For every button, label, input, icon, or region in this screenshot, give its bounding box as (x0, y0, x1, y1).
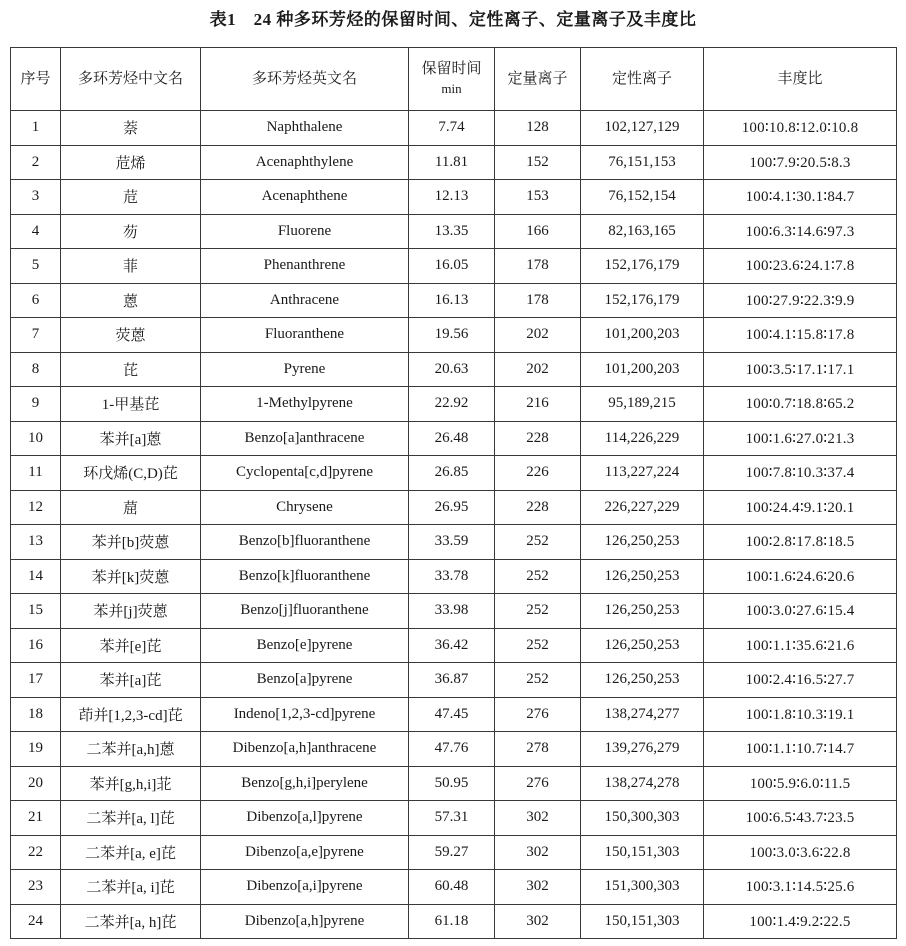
cell-retention-time: 26.95 (409, 490, 495, 525)
header-abundance-ratio: 丰度比 (704, 48, 897, 111)
pah-table (10, 47, 897, 939)
cell-chinese-name: 1-甲基芘 (61, 387, 201, 422)
cell-chinese-name: 环戊烯(C,D)芘 (61, 456, 201, 491)
cell-abundance-ratio: 100∶1.8∶10.3∶19.1 (704, 697, 897, 732)
table-row (11, 490, 897, 525)
cell-qual-ions: 76,151,153 (581, 145, 704, 180)
cell-qual-ions: 102,127,129 (581, 111, 704, 146)
cell-retention-time: 7.74 (409, 111, 495, 146)
table-row (11, 697, 897, 732)
cell-english-name: Benzo[e]pyrene (201, 628, 409, 663)
cell-retention-time: 33.59 (409, 525, 495, 560)
cell-english-name: Benzo[a]anthracene (201, 421, 409, 456)
cell-abundance-ratio: 100∶6.3∶14.6∶97.3 (704, 214, 897, 249)
cell-english-name: Acenaphthylene (201, 145, 409, 180)
cell-abundance-ratio: 100∶10.8∶12.0∶10.8 (704, 111, 897, 146)
cell-retention-time: 47.45 (409, 697, 495, 732)
cell-qual-ions: 126,250,253 (581, 559, 704, 594)
table-row (11, 456, 897, 491)
cell-quant-ion: 252 (495, 594, 581, 629)
cell-abundance-ratio: 100∶7.8∶10.3∶37.4 (704, 456, 897, 491)
cell-quant-ion: 302 (495, 904, 581, 939)
cell-qual-ions: 151,300,303 (581, 870, 704, 905)
cell-english-name: Anthracene (201, 283, 409, 318)
cell-no: 20 (11, 766, 61, 801)
cell-qual-ions: 139,276,279 (581, 732, 704, 767)
cell-no: 4 (11, 214, 61, 249)
cell-abundance-ratio: 100∶1.1∶10.7∶14.7 (704, 732, 897, 767)
cell-abundance-ratio: 100∶1.1∶35.6∶21.6 (704, 628, 897, 663)
cell-qual-ions: 101,200,203 (581, 318, 704, 353)
cell-no: 2 (11, 145, 61, 180)
cell-retention-time: 16.13 (409, 283, 495, 318)
cell-quant-ion: 178 (495, 283, 581, 318)
table-row (11, 525, 897, 560)
cell-quant-ion: 202 (495, 318, 581, 353)
cell-chinese-name: 芴 (61, 214, 201, 249)
header-chinese-name: 多环芳烃中文名 (61, 48, 201, 111)
cell-quant-ion: 202 (495, 352, 581, 387)
header-quant-ion: 定量离子 (495, 48, 581, 111)
cell-retention-time: 33.78 (409, 559, 495, 594)
cell-no: 21 (11, 801, 61, 836)
table-row (11, 870, 897, 905)
cell-abundance-ratio: 100∶3.5∶17.1∶17.1 (704, 352, 897, 387)
table-row (11, 835, 897, 870)
cell-quant-ion: 228 (495, 421, 581, 456)
cell-no: 5 (11, 249, 61, 284)
cell-english-name: Cyclopenta[c,d]pyrene (201, 456, 409, 491)
cell-abundance-ratio: 100∶3.1∶14.5∶25.6 (704, 870, 897, 905)
cell-no: 19 (11, 732, 61, 767)
cell-chinese-name: 苯并[b]荧蒽 (61, 525, 201, 560)
table-row (11, 145, 897, 180)
cell-quant-ion: 153 (495, 180, 581, 215)
cell-quant-ion: 302 (495, 801, 581, 836)
table-row (11, 904, 897, 939)
cell-quant-ion: 302 (495, 870, 581, 905)
cell-quant-ion: 228 (495, 490, 581, 525)
cell-retention-time: 20.63 (409, 352, 495, 387)
cell-english-name: Dibenzo[a,h]pyrene (201, 904, 409, 939)
cell-no: 24 (11, 904, 61, 939)
cell-qual-ions: 114,226,229 (581, 421, 704, 456)
cell-quant-ion: 178 (495, 249, 581, 284)
cell-retention-time: 36.42 (409, 628, 495, 663)
cell-qual-ions: 126,250,253 (581, 594, 704, 629)
header-retention-time-unit: min (441, 81, 462, 96)
cell-no: 1 (11, 111, 61, 146)
table-row (11, 559, 897, 594)
table-body (11, 111, 897, 939)
cell-no: 12 (11, 490, 61, 525)
header-retention-time (409, 48, 495, 111)
cell-abundance-ratio: 100∶4.1∶15.8∶17.8 (704, 318, 897, 353)
cell-quant-ion: 302 (495, 835, 581, 870)
cell-english-name: Indeno[1,2,3-cd]pyrene (201, 697, 409, 732)
cell-qual-ions: 126,250,253 (581, 663, 704, 698)
cell-retention-time: 12.13 (409, 180, 495, 215)
cell-chinese-name: 䓛 (61, 490, 201, 525)
cell-retention-time: 19.56 (409, 318, 495, 353)
cell-quant-ion: 252 (495, 525, 581, 560)
cell-qual-ions: 138,274,278 (581, 766, 704, 801)
cell-english-name: Fluoranthene (201, 318, 409, 353)
cell-chinese-name: 苊 (61, 180, 201, 215)
cell-qual-ions: 150,151,303 (581, 835, 704, 870)
cell-english-name: Pyrene (201, 352, 409, 387)
cell-chinese-name: 苯并[g,h,i]苝 (61, 766, 201, 801)
cell-chinese-name: 二苯并[a, l]芘 (61, 801, 201, 836)
cell-retention-time: 59.27 (409, 835, 495, 870)
cell-retention-time: 36.87 (409, 663, 495, 698)
cell-qual-ions: 152,176,179 (581, 283, 704, 318)
header-row (11, 48, 897, 111)
cell-qual-ions: 76,152,154 (581, 180, 704, 215)
table-row (11, 766, 897, 801)
cell-english-name: Benzo[k]fluoranthene (201, 559, 409, 594)
table-row (11, 318, 897, 353)
cell-qual-ions: 126,250,253 (581, 628, 704, 663)
cell-qual-ions: 150,151,303 (581, 904, 704, 939)
cell-no: 15 (11, 594, 61, 629)
cell-abundance-ratio: 100∶4.1∶30.1∶84.7 (704, 180, 897, 215)
cell-chinese-name: 芘 (61, 352, 201, 387)
table-row (11, 387, 897, 422)
cell-abundance-ratio: 100∶2.8∶17.8∶18.5 (704, 525, 897, 560)
cell-no: 3 (11, 180, 61, 215)
header-retention-time-label: 保留时间 (421, 61, 482, 77)
table-row (11, 214, 897, 249)
cell-no: 22 (11, 835, 61, 870)
cell-quant-ion: 252 (495, 628, 581, 663)
cell-chinese-name: 苯并[k]荧蒽 (61, 559, 201, 594)
cell-english-name: 1-Methylpyrene (201, 387, 409, 422)
cell-quant-ion: 166 (495, 214, 581, 249)
cell-quant-ion: 152 (495, 145, 581, 180)
cell-english-name: Dibenzo[a,e]pyrene (201, 835, 409, 870)
cell-chinese-name: 二苯并[a, h]芘 (61, 904, 201, 939)
cell-qual-ions: 82,163,165 (581, 214, 704, 249)
table-row (11, 180, 897, 215)
cell-no: 13 (11, 525, 61, 560)
table-row (11, 594, 897, 629)
table-row (11, 801, 897, 836)
header-qual-ion: 定性离子 (581, 48, 704, 111)
cell-chinese-name: 苊烯 (61, 145, 201, 180)
cell-retention-time: 26.48 (409, 421, 495, 456)
cell-chinese-name: 苯并[a]蒽 (61, 421, 201, 456)
cell-abundance-ratio: 100∶5.9∶6.0∶11.5 (704, 766, 897, 801)
cell-chinese-name: 二苯并[a,h]蒽 (61, 732, 201, 767)
cell-retention-time: 26.85 (409, 456, 495, 491)
cell-abundance-ratio: 100∶24.4∶9.1∶20.1 (704, 490, 897, 525)
cell-qual-ions: 113,227,224 (581, 456, 704, 491)
cell-english-name: Dibenzo[a,l]pyrene (201, 801, 409, 836)
cell-abundance-ratio: 100∶0.7∶18.8∶65.2 (704, 387, 897, 422)
cell-no: 17 (11, 663, 61, 698)
cell-chinese-name: 苯并[a]芘 (61, 663, 201, 698)
cell-quant-ion: 278 (495, 732, 581, 767)
cell-abundance-ratio: 100∶23.6∶24.1∶7.8 (704, 249, 897, 284)
cell-qual-ions: 126,250,253 (581, 525, 704, 560)
cell-retention-time: 47.76 (409, 732, 495, 767)
cell-qual-ions: 150,300,303 (581, 801, 704, 836)
cell-retention-time: 57.31 (409, 801, 495, 836)
cell-no: 8 (11, 352, 61, 387)
cell-abundance-ratio: 100∶2.4∶16.5∶27.7 (704, 663, 897, 698)
cell-qual-ions: 101,200,203 (581, 352, 704, 387)
cell-retention-time: 22.92 (409, 387, 495, 422)
cell-no: 11 (11, 456, 61, 491)
table-row (11, 732, 897, 767)
cell-chinese-name: 荧蒽 (61, 318, 201, 353)
cell-retention-time: 16.05 (409, 249, 495, 284)
cell-no: 14 (11, 559, 61, 594)
cell-english-name: Benzo[b]fluoranthene (201, 525, 409, 560)
cell-retention-time: 50.95 (409, 766, 495, 801)
cell-english-name: Benzo[g,h,i]perylene (201, 766, 409, 801)
cell-chinese-name: 菲 (61, 249, 201, 284)
cell-english-name: Benzo[j]fluoranthene (201, 594, 409, 629)
cell-qual-ions: 152,176,179 (581, 249, 704, 284)
cell-quant-ion: 216 (495, 387, 581, 422)
cell-abundance-ratio: 100∶3.0∶3.6∶22.8 (704, 835, 897, 870)
cell-english-name: Chrysene (201, 490, 409, 525)
header-no: 序号 (11, 48, 61, 111)
cell-qual-ions: 226,227,229 (581, 490, 704, 525)
cell-chinese-name: 二苯并[a, i]芘 (61, 870, 201, 905)
cell-qual-ions: 138,274,277 (581, 697, 704, 732)
table-row (11, 421, 897, 456)
table-row (11, 111, 897, 146)
header-english-name: 多环芳烃英文名 (201, 48, 409, 111)
cell-quant-ion: 252 (495, 663, 581, 698)
cell-no: 16 (11, 628, 61, 663)
cell-abundance-ratio: 100∶7.9∶20.5∶8.3 (704, 145, 897, 180)
cell-quant-ion: 128 (495, 111, 581, 146)
cell-no: 7 (11, 318, 61, 353)
cell-no: 23 (11, 870, 61, 905)
cell-abundance-ratio: 100∶27.9∶22.3∶9.9 (704, 283, 897, 318)
cell-chinese-name: 萘 (61, 111, 201, 146)
cell-chinese-name: 苯并[e]芘 (61, 628, 201, 663)
cell-chinese-name: 二苯并[a, e]芘 (61, 835, 201, 870)
cell-english-name: Fluorene (201, 214, 409, 249)
cell-english-name: Dibenzo[a,h]anthracene (201, 732, 409, 767)
cell-chinese-name: 蒽 (61, 283, 201, 318)
cell-english-name: Phenanthrene (201, 249, 409, 284)
table-caption: 表1 24 种多环芳烃的保留时间、定性离子、定量离子及丰度比 (209, 10, 697, 29)
cell-abundance-ratio: 100∶6.5∶43.7∶23.5 (704, 801, 897, 836)
cell-abundance-ratio: 100∶1.4∶9.2∶22.5 (704, 904, 897, 939)
cell-english-name: Naphthalene (201, 111, 409, 146)
cell-no: 10 (11, 421, 61, 456)
cell-no: 18 (11, 697, 61, 732)
cell-quant-ion: 276 (495, 697, 581, 732)
table-row (11, 663, 897, 698)
cell-quant-ion: 252 (495, 559, 581, 594)
cell-chinese-name: 苯并[j]荧蒽 (61, 594, 201, 629)
cell-chinese-name: 茚并[1,2,3-cd]芘 (61, 697, 201, 732)
cell-qual-ions: 95,189,215 (581, 387, 704, 422)
table-row (11, 352, 897, 387)
cell-english-name: Acenaphthene (201, 180, 409, 215)
table-header (11, 48, 897, 111)
cell-retention-time: 11.81 (409, 145, 495, 180)
cell-retention-time: 61.18 (409, 904, 495, 939)
cell-english-name: Benzo[a]pyrene (201, 663, 409, 698)
table-row (11, 249, 897, 284)
cell-abundance-ratio: 100∶3.0∶27.6∶15.4 (704, 594, 897, 629)
cell-retention-time: 33.98 (409, 594, 495, 629)
cell-retention-time: 60.48 (409, 870, 495, 905)
cell-english-name: Dibenzo[a,i]pyrene (201, 870, 409, 905)
cell-abundance-ratio: 100∶1.6∶24.6∶20.6 (704, 559, 897, 594)
cell-no: 6 (11, 283, 61, 318)
cell-quant-ion: 226 (495, 456, 581, 491)
cell-retention-time: 13.35 (409, 214, 495, 249)
table-row (11, 283, 897, 318)
cell-quant-ion: 276 (495, 766, 581, 801)
table-row (11, 628, 897, 663)
cell-no: 9 (11, 387, 61, 422)
cell-abundance-ratio: 100∶1.6∶27.0∶21.3 (704, 421, 897, 456)
